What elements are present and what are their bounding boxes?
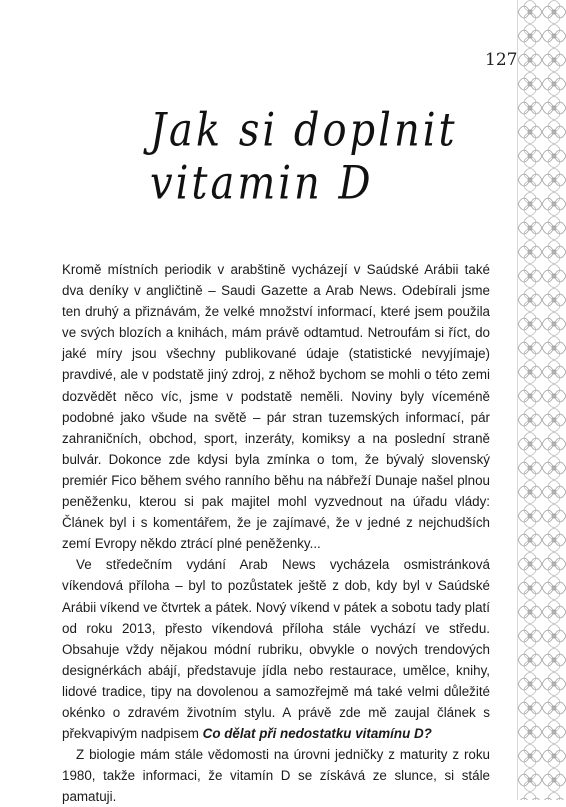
article-headline: Co dělat při nedostatku vitamínu D?	[202, 726, 432, 742]
paragraph-1: Kromě místních periodik v arabštině vycházejí v Saúdské Arábii také dva deníky v angličtině – Saudi Gazette a Arab News. Odebírali jsme ten druhý a přiznávám, že velké množství informací, které jsem použila ve svých blozích a knihách, mám právě odtamtud. Netroufám si říct, do jaké míry jsou všechny publikované údaje (statistické nevyjímaje) pravdivé, ale v podstatě jiný zdroj, z něhož bychom se mohli o této zemi dozvědět něco víc, jsme v podstatě neměli. Noviny byly víceméně podobné jako všude na světě – pár stran tuzemských informací, pár zahraničních, obchod, sport, inzeráty, komiksy a na poslední straně bulvár. Dokonce zde kdysi byla zmínka o tom, že bývalý slovenský premiér Fico během svého ranního běhu na nábřeží Dunaje našel plnou peněženku, kterou si pak majitel mohl vyzvednout na úřadu vlády: Článek byl i s komentářem, že je zajímavé, že v jedné z nejchudších zemí Evropy někdo ztrácí plné peněženky...	[62, 262, 490, 552]
ornamental-border	[517, 0, 566, 800]
paragraph-2	[62, 554, 490, 744]
page-number: 127	[485, 50, 518, 70]
body-text	[62, 259, 490, 807]
chapter-title: Jak si doplnit vitamin D	[150, 104, 458, 210]
paragraph-2-text: Ve středečním vydání Arab News vycházela osmistránková víkendová příloha – byl to pozůstatek ještě z dob, kdy byl v Saúdské Arábii víkend ve čtvrtek a pátek. Nový víkend v pátek a sobotu tady platí od roku 2013, přesto víkendová příloha stále vychází ve středu. Obsahuje vždy nějakou módní rubriku, obvykle o nových trendových designérkách abájí, představuje jídla nebo restaurace, umělce, knihy, lidové tradice, tipy na dovolenou a samozřejmě má také velmi důležité okénko o zdravém životním stylu. A právě zde mě zaujal článek s překvapivým nadpisem	[62, 557, 490, 742]
paragraph-3: Z biologie mám stále vědomosti na úrovni jedničky z maturity z roku 1980, takže informaci, že vitamín D se získává ze slunce, si stále pamatuji.	[62, 747, 490, 805]
